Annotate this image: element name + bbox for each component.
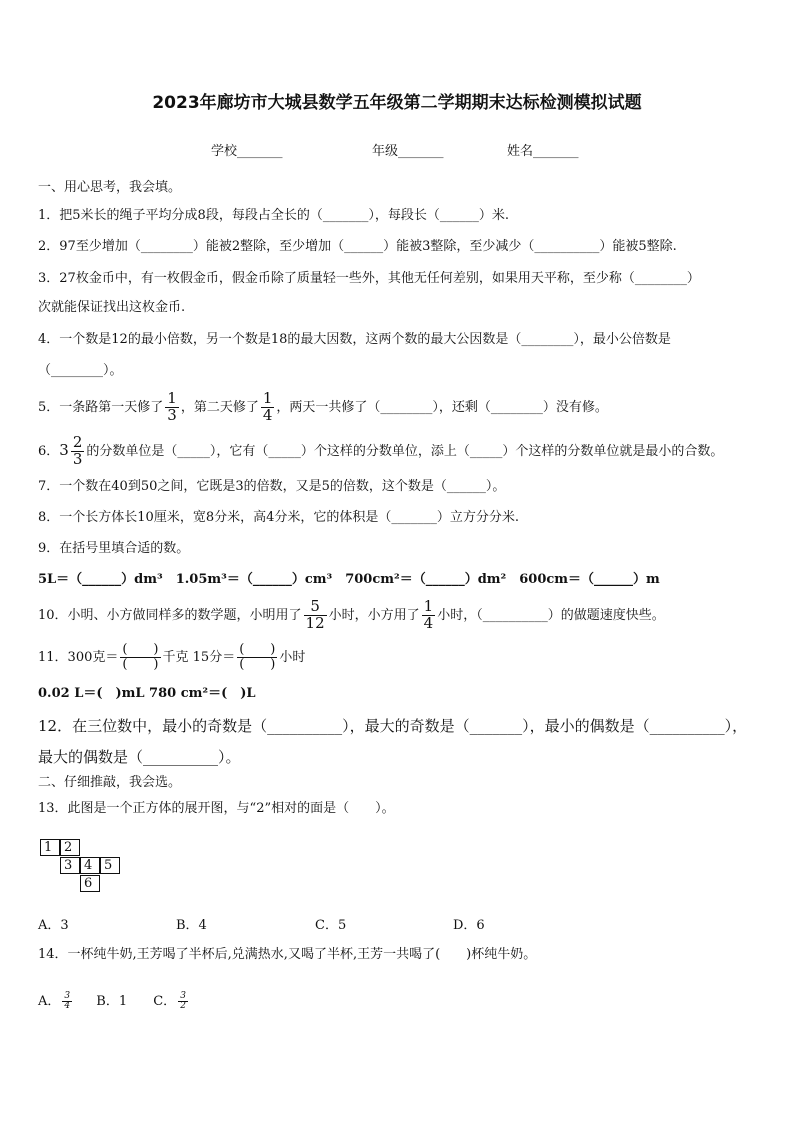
question-12-line2: 最大的偶数是（__________）。	[38, 748, 241, 766]
frac-numerator: 3	[64, 990, 71, 1001]
frac-numerator: 1	[167, 389, 177, 408]
school-field-label: 学校_______	[211, 144, 283, 159]
blank-fraction-hour	[237, 643, 277, 671]
frac-denominator: ( )	[122, 657, 159, 672]
fraction-three-quarters	[62, 992, 72, 1012]
fraction-one-third	[165, 391, 179, 424]
mixed-number-whole: 3	[59, 441, 69, 459]
question-10	[38, 598, 665, 634]
page-title: 2023年廊坊市大城县数学五年级第二学期期末达标检测模拟试题	[152, 93, 642, 113]
q14-option-b: B．1	[96, 994, 128, 1009]
net-face-3: 3	[60, 857, 80, 874]
question-12-line1: 12．在三位数中，最小的奇数是（__________），最大的奇数是（_______），最小的偶数是（__________），	[38, 717, 748, 735]
name-field-label: 姓名_______	[507, 144, 579, 159]
grade-field-label: 年级_______	[372, 144, 444, 159]
question-9: 9．在括号里填合适的数。	[38, 541, 190, 556]
q5-text-1: 5．一条路第一天修了	[38, 400, 164, 415]
q11-text-2: 千克 15分＝	[162, 650, 236, 665]
frac-denominator: 2	[180, 1001, 186, 1011]
question-2: 2．97至少增加（________）能被2整除，至少增加（______）能被3整除，至少减少（__________）能被5整除.	[38, 239, 677, 254]
section-heading-choice: 二、仔细推敲，我会选。	[38, 775, 182, 790]
fraction-one-quarter	[261, 391, 275, 424]
question-7: 7．一个数在40到50之间，它既是3的倍数，又是5的倍数，这个数是（______）。	[38, 479, 506, 494]
q5-text-2: ，第二天修了	[180, 400, 259, 415]
q6-text-1: 6．	[38, 444, 60, 459]
question-3-line2: 次就能保证找出这枚金币.	[38, 300, 186, 315]
question-14: 14．一杯纯牛奶,王芳喝了半杯后,兑满热水,又喝了半杯,王芳一共喝了( )杯纯牛奶。	[38, 947, 537, 962]
frac-denominator: ( )	[239, 657, 276, 672]
frac-numerator: 5	[304, 599, 327, 616]
q13-option-b: B．4	[176, 918, 207, 933]
frac-denominator: 4	[64, 1001, 71, 1011]
mixed-number-fraction	[71, 435, 85, 468]
frac-denominator: 4	[423, 614, 434, 632]
q11-text-3: 小时	[279, 650, 306, 665]
question-6	[38, 432, 723, 470]
question-5	[38, 390, 608, 426]
q10-text-3: 小时，（__________）的做题速度快些。	[437, 608, 665, 623]
section-heading-fill: 一、用心思考，我会填。	[38, 180, 182, 195]
q13-option-c: C．5	[315, 918, 347, 933]
question-9-conversions: 5L＝（______）dm³ 1.05m³＝（______）cm³ 700cm²＝（______）dm² 600cm＝（______）m	[38, 572, 660, 587]
question-13: 13．此图是一个正方体的展开图，与“2”相对的面是（ ）。	[38, 801, 395, 816]
blank-fraction-kg	[120, 643, 160, 671]
frac-denominator: 12	[305, 614, 325, 632]
frac-numerator: 3	[180, 990, 186, 1001]
net-face-6: 6	[80, 875, 100, 892]
fraction-one-quarter	[422, 599, 436, 632]
q10-text-2: 小时，小方用了	[328, 608, 420, 623]
frac-denominator: 3	[72, 450, 83, 468]
q6-text-2: 的分数单位是（_____），它有（_____）个这样的分数单位，添上（_____）个这样的分数单位就是最小的合数。	[86, 444, 724, 459]
q14-options	[38, 988, 190, 1016]
question-11-line2: 0.02 L＝( )mL 780 cm²＝( )L	[38, 686, 256, 701]
q5-text-3: ，两天一共修了（________），还剩（________）没有修。	[276, 400, 608, 415]
frac-denominator: 3	[167, 406, 177, 424]
q14-option-c-label: C．	[153, 994, 177, 1009]
frac-numerator: ( )	[122, 642, 159, 658]
net-face-1: 1	[40, 839, 60, 856]
question-3-line1: 3．27枚金币中，有一枚假金币，假金币除了质量轻一些外，其他无任何差别，如果用天平称，至少称（________）	[38, 271, 700, 286]
question-4-line1: 4．一个数是12的最小倍数，另一个数是18的最大因数，这两个数的最大公因数是（________），最小公倍数是	[38, 332, 671, 347]
net-face-4: 4	[80, 857, 100, 874]
fraction-three-halves	[178, 992, 188, 1012]
q10-text-1: 10．小明、小方做同样多的数学题，小明用了	[38, 608, 302, 623]
net-face-5: 5	[100, 857, 120, 874]
question-1: 1．把5米长的绳子平均分成8段，每段占全长的（_______），每段长（______）米.	[38, 208, 509, 223]
question-8: 8．一个长方体长10厘米，宽8分米，高4分米，它的体积是（_______）立方分分米.	[38, 510, 519, 525]
frac-numerator: 1	[262, 389, 273, 408]
frac-numerator: 2	[72, 433, 83, 452]
net-face-2: 2	[60, 839, 80, 856]
question-4-line2: （________）。	[38, 363, 123, 378]
question-11	[38, 640, 305, 676]
q11-text-1: 11．300克＝	[38, 650, 119, 665]
frac-numerator: 1	[423, 597, 434, 616]
q13-option-d: D．6	[453, 918, 485, 933]
fraction-five-twelfths	[304, 599, 327, 632]
q13-option-a: A．3	[38, 918, 69, 933]
frac-denominator: 4	[262, 406, 273, 424]
frac-numerator: ( )	[239, 642, 276, 658]
q14-option-a-label: A．	[38, 994, 61, 1009]
